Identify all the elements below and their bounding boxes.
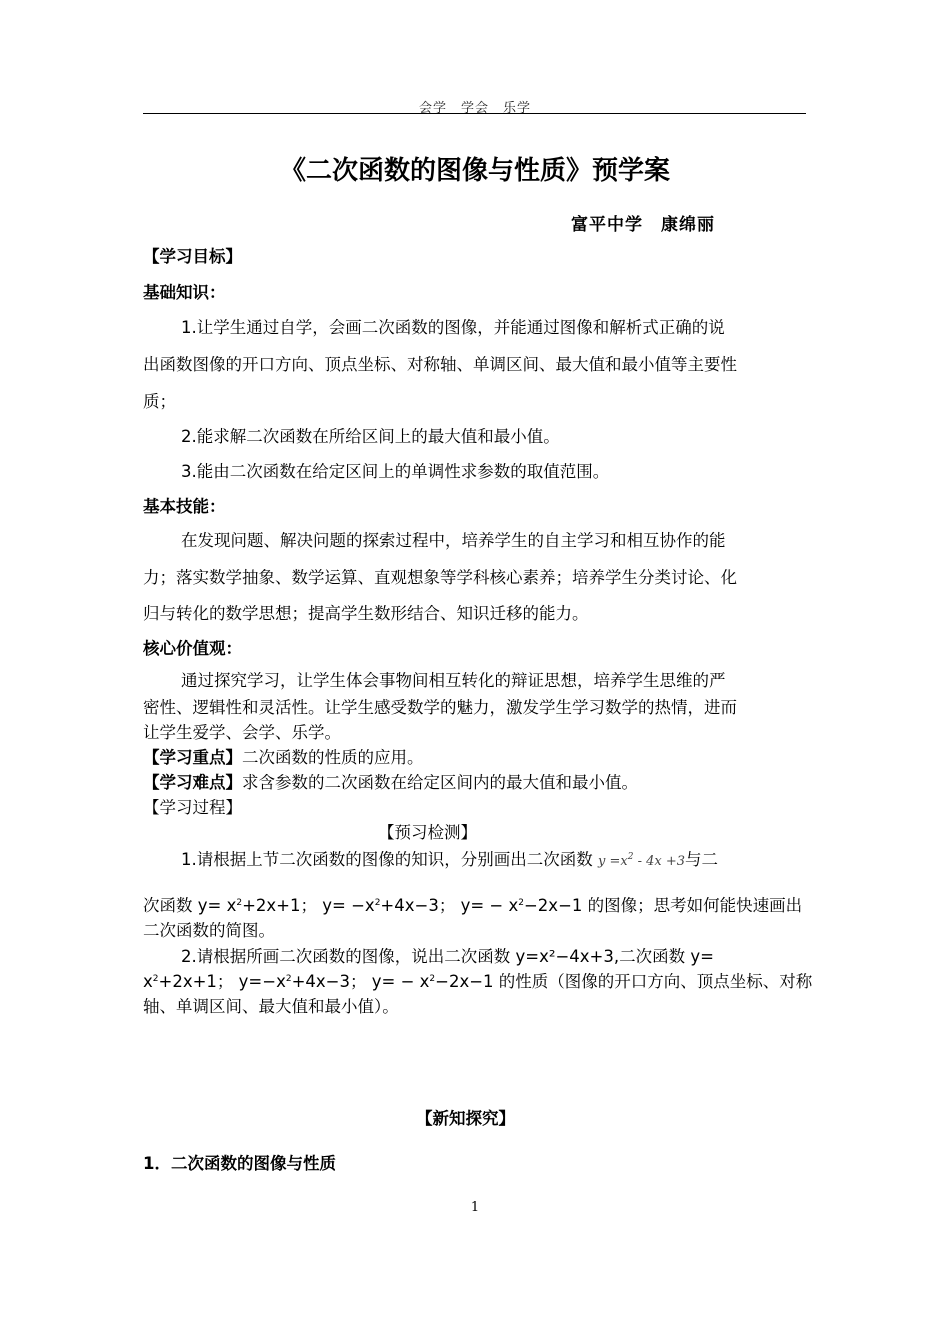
preview-q2-line1: 2.请根据所画二次函数的图像，说出二次函数 y=x²−4x+3,二次函数 y= [181,947,714,966]
preview-q2-line3: 轴、单调区间、最大值和最小值）。 [143,997,399,1016]
header-divider [143,113,806,114]
preview-q1-text-a: 1.请根据上节二次函数的图像的知识，分别画出二次函数 [181,850,593,869]
preview-heading: 【预习检测】 [378,823,477,842]
skills-line1: 在发现问题、解决问题的探索过程中，培养学生的自主学习和相互协作的能 [181,531,726,550]
key-point-label: 【学习重点】 [143,748,242,767]
knowledge-item2: 2.能求解二次函数在所给区间上的最大值和最小值。 [181,427,560,446]
knowledge-item1-line1: 1.让学生通过自学，会画二次函数的图像，并能通过图像和解析式正确的说 [181,318,725,337]
values-line1: 通过探究学习，让学生体会事物间相互转化的辩证思想，培养学生思维的严 [181,671,726,690]
page-number: 1 [470,1200,480,1215]
explore-subheading-1: 1．二次函数的图像与性质 [143,1154,336,1173]
preview-q1-line2: 次函数 $y= x^2+2x+1$； $y= -x^2+4x-3$； $y= - x^2-2x-1$ 的图像；思考如何能快速画出 [143,896,803,915]
difficulty-line [143,769,638,793]
difficulty-label: 【学习难点】 [143,773,242,792]
process-heading: 【学习过程】 [143,798,242,817]
values-line2: 密性、逻辑性和灵活性。让学生感受数学的魅力，激发学生学习数学的热情，进而 [143,698,737,717]
goals-heading: 【学习目标】 [143,247,242,266]
skills-line3: 归与转化的数学思想；提高学生数形结合、知识迁移的能力。 [143,604,589,623]
quadratic-formula: $y =x^2 - 4x +3$ [598,852,685,869]
page-header: 会学 学会 乐学 [418,101,531,116]
difficulty-text: 求含参数的二次函数在给定区间内的最大值和最小值。 [242,773,638,792]
knowledge-item1-line3: 质； [143,392,176,411]
preview-q1-line3: 二次函数的简图。 [143,921,275,940]
preview-q1-text-b: 与二 [685,850,718,869]
preview-q1-line1 [181,846,718,870]
knowledge-item1-line2: 出函数图像的开口方向、顶点坐标、对称轴、单调区间、最大值和最小值等主要性 [143,355,737,374]
core-values-heading: 核心价值观： [143,639,242,658]
skills-line2: 力；落实数学抽象、数学运算、直观想象等学科核心素养；培养学生分类讨论、化 [143,568,737,587]
values-line3: 让学生爱学、会学、乐学。 [143,723,341,742]
preview-q2-line2: $x^2+2x+1$； $y=-x^2+4x-3$； $y= - x^2-2x-1$ 的性质（图像的开口方向、顶点坐标、对称 [143,972,813,991]
key-point-line [143,744,424,768]
document-title: 《二次函数的图像与性质》预学案 [279,156,670,186]
key-point-text: 二次函数的性质的应用。 [242,748,424,767]
knowledge-item3: 3.能由二次函数在给定区间上的单调性求参数的取值范围。 [181,462,610,481]
basic-knowledge-heading: 基础知识： [143,283,226,302]
basic-skills-heading: 基本技能： [143,497,226,516]
explore-heading: 【新知探究】 [416,1109,515,1128]
author-line: 富平中学 康绵丽 [571,215,715,235]
